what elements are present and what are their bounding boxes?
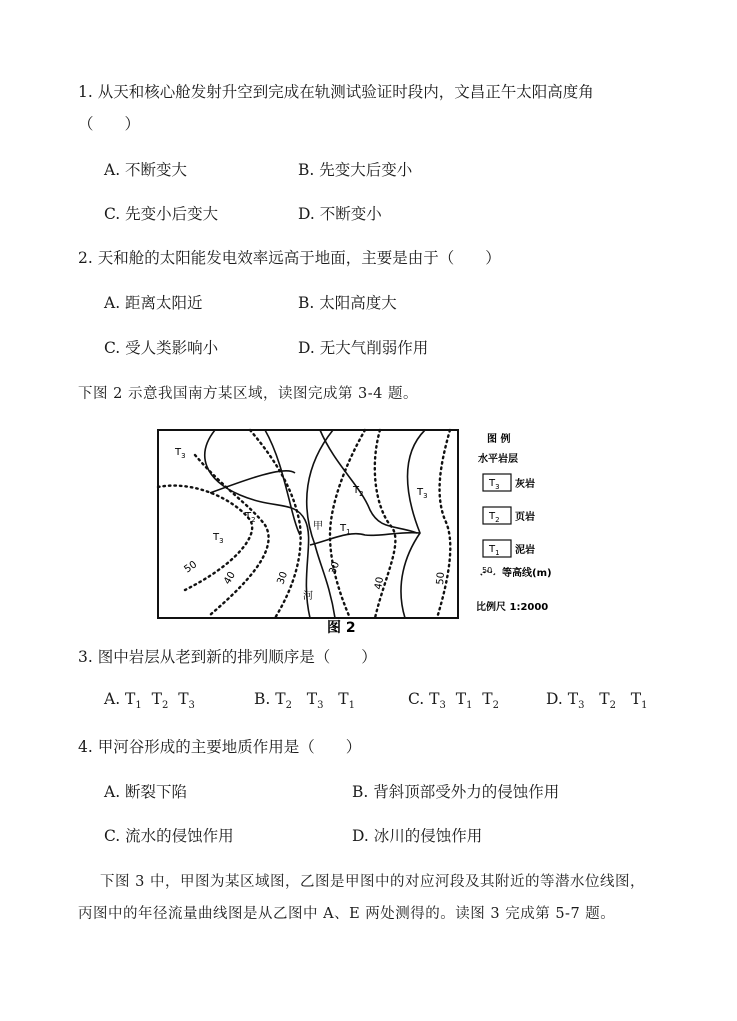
region-label: $T_3$ <box>175 447 186 460</box>
legend-label-t2: 页岩 <box>515 512 535 523</box>
q4-option-d: D. 冰川的侵蚀作用 <box>352 827 483 845</box>
q1-stem: 1. 从天和核心舱发射升空到完成在轨测试验证时段内，文昌正午太阳高度角 <box>78 83 594 101</box>
boundary-line-3 <box>265 430 300 535</box>
q2-option-d: D. 无大气削弱作用 <box>298 339 429 357</box>
legend-code-t1: $T_1$ <box>489 544 500 557</box>
q2-stem: 2. 天和舱的太阳能发电效率远高于地面，主要是由于（ ） <box>78 249 501 267</box>
q1-option-d: D. 不断变小 <box>298 205 382 223</box>
contour-50-right <box>437 430 450 618</box>
place-label-he: 河 <box>303 591 313 602</box>
map-frame <box>158 430 458 618</box>
q1-option-c: C. 先变小后变大 <box>104 205 219 223</box>
q3-option-c: C. $T_3$ $T_1$ $T_2$ <box>408 690 500 712</box>
q2-option-c: C. 受人类影响小 <box>104 339 219 357</box>
contour-label: 40 <box>373 576 387 591</box>
q4-option-a: A. 断裂下陷 <box>104 783 188 801</box>
q3-option-d: D. $T_3$ $T_2$ $T_1$ <box>546 690 648 712</box>
region-label: $T_3$ <box>213 532 224 545</box>
boundary-line-5 <box>320 430 417 533</box>
legend-title: 图 例 <box>487 434 511 445</box>
legend-label-t3: 灰岩 <box>515 479 535 490</box>
q4-option-c: C. 流水的侵蚀作用 <box>104 827 234 845</box>
geologic-map-figure <box>155 425 555 640</box>
contour-label: 40 <box>222 569 238 587</box>
contour-50 <box>158 486 252 590</box>
q3-stem: 3. 图中岩层从老到新的排列顺序是（ ） <box>78 648 377 666</box>
legend-contour-label: 等高线(m) <box>502 568 552 579</box>
legend-code-t3: $T_3$ <box>489 478 500 491</box>
contour-label: 30 <box>327 560 343 577</box>
figure2-caption: 图 2 <box>327 620 356 636</box>
q2-option-a: A. 距离太阳近 <box>104 294 203 312</box>
figure3-intro-line1: 下图 3 中，甲图为某区域图，乙图是甲图中的对应河段及其附近的等潜水位线图， <box>100 874 645 890</box>
q1-option-b: B. 先变大后变小 <box>298 161 413 179</box>
figure3-intro-line2: 丙图中的年径流量曲线图是从乙图中 A、E 两处测得的。读图 3 完成第 5-7 题。 <box>78 906 616 922</box>
figure2-intro: 下图 2 示意我国南方某区域，读图完成第 3-4 题。 <box>78 386 419 402</box>
place-label-jia: 甲 <box>313 521 323 532</box>
legend-contour-value: 50 <box>482 566 493 575</box>
q3-option-b: B. $T_2$ $T_3$ $T_1$ <box>254 690 355 712</box>
river-jia <box>310 533 420 545</box>
q1-answer-paren: （ ） <box>78 115 141 133</box>
boundary-line-6 <box>401 430 425 618</box>
legend-subtitle: 水平岩层 <box>478 454 518 465</box>
q2-option-b: B. 太阳高度大 <box>298 294 397 312</box>
region-label: $T_2$ <box>353 485 364 498</box>
contour-label: 50 <box>435 571 448 586</box>
contour-label: 30 <box>275 570 291 587</box>
map-scale: 比例尺 1:2000 <box>476 602 549 613</box>
region-label: $T_1$ <box>340 523 351 536</box>
legend-label-t1: 泥岩 <box>515 545 535 556</box>
region-label: $T_3$ <box>417 487 428 500</box>
region-label: $T_2$ <box>245 511 256 524</box>
q1-option-a: A. 不断变大 <box>104 161 188 179</box>
contour-40-left <box>195 455 269 615</box>
contour-label: 50 <box>182 559 200 576</box>
legend-code-t2: $T_2$ <box>489 511 500 524</box>
contour-30-left <box>250 430 301 618</box>
boundary-line-1 <box>205 430 310 618</box>
q4-stem: 4. 甲河谷形成的主要地质作用是（ ） <box>78 738 362 756</box>
q3-option-a: A. $T_1$ $T_2$ $T_3$ <box>104 690 195 712</box>
q4-option-b: B. 背斜顶部受外力的侵蚀作用 <box>352 783 560 801</box>
